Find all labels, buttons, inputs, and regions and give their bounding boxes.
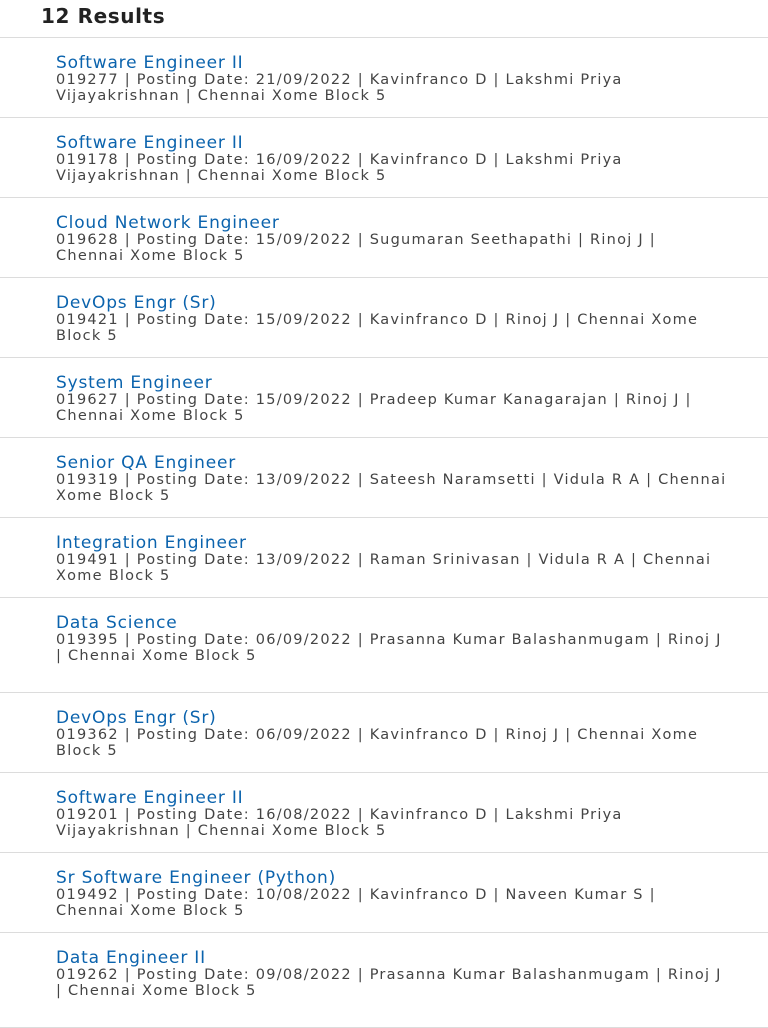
job-posting-date: Posting Date: 21/09/2022: [136, 72, 352, 88]
job-recruiter: Pradeep Kumar Kanagarajan: [369, 392, 608, 408]
job-list-item: [0, 853, 768, 933]
separator: |: [631, 552, 638, 568]
job-id: 019277: [56, 72, 119, 88]
job-hiring-manager: Naveen Kumar S: [505, 887, 644, 903]
separator: |: [124, 392, 131, 408]
job-id: 019178: [56, 152, 119, 168]
job-posting-date: Posting Date: 15/09/2022: [136, 312, 352, 328]
separator: |: [357, 232, 364, 248]
separator: |: [124, 807, 131, 823]
separator: |: [578, 232, 585, 248]
job-recruiter: Prasanna Kumar Balashanmugam: [369, 967, 650, 983]
job-title-link[interactable]: Software Engineer II: [56, 788, 244, 808]
separator: |: [565, 727, 572, 743]
job-id: 019319: [56, 472, 119, 488]
job-posting-date: Posting Date: 09/08/2022: [136, 967, 352, 983]
job-hiring-manager: Rinoj J: [505, 312, 560, 328]
results-count: 12 Results: [41, 4, 166, 28]
job-id: 019362: [56, 727, 119, 743]
job-recruiter: Kavinfranco D: [369, 312, 488, 328]
separator: |: [357, 312, 364, 328]
separator: |: [493, 72, 500, 88]
separator: |: [124, 72, 131, 88]
job-posting-date: Posting Date: 16/08/2022: [136, 807, 352, 823]
job-title-link[interactable]: Sr Software Engineer (Python): [56, 868, 337, 888]
job-location: Chennai Xome Block 5: [197, 168, 387, 184]
job-posting-date: Posting Date: 13/09/2022: [136, 552, 352, 568]
separator: |: [124, 967, 131, 983]
job-location: Chennai Xome Block 5: [56, 408, 245, 424]
separator: |: [649, 887, 656, 903]
separator: |: [493, 807, 500, 823]
job-location: Chennai Xome Block 5: [197, 88, 387, 104]
job-list-item: [0, 38, 768, 118]
separator: |: [493, 887, 500, 903]
separator: |: [357, 807, 364, 823]
separator: |: [655, 632, 662, 648]
job-id: 019395: [56, 632, 119, 648]
separator: |: [357, 887, 364, 903]
job-list-item: [0, 278, 768, 358]
job-recruiter: Kavinfranco D: [369, 807, 488, 823]
separator: |: [124, 727, 131, 743]
job-meta: [56, 967, 728, 999]
separator: |: [185, 823, 192, 839]
job-hiring-manager: Lakshmi Priya Vijayakrishnan: [56, 72, 623, 104]
job-recruiter: Kavinfranco D: [369, 72, 488, 88]
job-id: 019628: [56, 232, 119, 248]
job-recruiter: Sateesh Naramsetti: [369, 472, 536, 488]
job-location: Chennai Xome Block 5: [56, 903, 245, 919]
separator: |: [124, 312, 131, 328]
job-posting-date: Posting Date: 06/09/2022: [136, 632, 352, 648]
job-meta: [56, 232, 728, 264]
job-hiring-manager: Rinoj J: [667, 632, 722, 648]
separator: |: [357, 392, 364, 408]
separator: |: [56, 648, 63, 664]
job-posting-date: Posting Date: 16/09/2022: [136, 152, 352, 168]
job-posting-date: Posting Date: 06/09/2022: [136, 727, 352, 743]
job-location: Chennai Xome Block 5: [56, 312, 699, 344]
job-title-link[interactable]: DevOps Engr (Sr): [56, 708, 217, 728]
separator: |: [185, 168, 192, 184]
job-list-item: [0, 518, 768, 598]
results-header: [0, 0, 768, 38]
separator: |: [649, 232, 656, 248]
job-posting-date: Posting Date: 10/08/2022: [136, 887, 352, 903]
separator: |: [124, 887, 131, 903]
job-hiring-manager: Vidula R A: [553, 472, 641, 488]
separator: |: [357, 552, 364, 568]
job-location: Chennai Xome Block 5: [56, 727, 699, 759]
job-meta: [56, 392, 728, 424]
job-title-link[interactable]: Cloud Network Engineer: [56, 213, 280, 233]
job-meta: [56, 727, 728, 759]
separator: |: [357, 632, 364, 648]
job-posting-date: Posting Date: 15/09/2022: [136, 232, 352, 248]
job-id: 019201: [56, 807, 119, 823]
job-location: Chennai Xome Block 5: [197, 823, 387, 839]
separator: |: [526, 552, 533, 568]
job-list-item: [0, 198, 768, 278]
job-hiring-manager: Lakshmi Priya Vijayakrishnan: [56, 152, 623, 184]
separator: |: [541, 472, 548, 488]
job-id: 019262: [56, 967, 119, 983]
separator: |: [185, 88, 192, 104]
job-hiring-manager: Rinoj J: [590, 232, 644, 248]
job-title-link[interactable]: Software Engineer II: [56, 133, 244, 153]
separator: |: [357, 967, 364, 983]
separator: |: [493, 152, 500, 168]
job-id: 019421: [56, 312, 119, 328]
separator: |: [655, 967, 662, 983]
separator: |: [357, 472, 364, 488]
separator: |: [493, 727, 500, 743]
separator: |: [685, 392, 692, 408]
job-title-link[interactable]: Data Science: [56, 613, 178, 633]
job-recruiter: Prasanna Kumar Balashanmugam: [369, 632, 650, 648]
job-list-item: [0, 598, 768, 693]
job-recruiter: Kavinfranco D: [369, 152, 488, 168]
job-meta: [56, 807, 728, 839]
separator: |: [613, 392, 620, 408]
job-id: 019627: [56, 392, 119, 408]
job-list-item: [0, 693, 768, 773]
job-recruiter: Kavinfranco D: [369, 887, 488, 903]
job-title-link[interactable]: Software Engineer II: [56, 53, 244, 73]
separator: |: [124, 552, 131, 568]
separator: |: [124, 472, 131, 488]
job-meta: [56, 312, 728, 344]
job-hiring-manager: Rinoj J: [625, 392, 680, 408]
separator: |: [646, 472, 653, 488]
job-title-link[interactable]: Integration Engineer: [56, 533, 247, 553]
separator: |: [357, 152, 364, 168]
job-hiring-manager: Rinoj J: [667, 967, 722, 983]
job-list-item: [0, 933, 768, 1028]
job-list-item: [0, 358, 768, 438]
separator: |: [565, 312, 572, 328]
job-posting-date: Posting Date: 13/09/2022: [136, 472, 352, 488]
job-hiring-manager: Rinoj J: [505, 727, 560, 743]
job-recruiter: Sugumaran Seethapathi: [369, 232, 573, 248]
job-recruiter: Kavinfranco D: [369, 727, 488, 743]
job-location: Chennai Xome Block 5: [68, 983, 257, 999]
job-list-item: [0, 438, 768, 518]
job-list-item: [0, 773, 768, 853]
job-meta: [56, 887, 728, 919]
job-hiring-manager: Lakshmi Priya Vijayakrishnan: [56, 807, 623, 839]
job-posting-date: Posting Date: 15/09/2022: [136, 392, 352, 408]
job-location: Chennai Xome Block 5: [56, 248, 245, 264]
job-title-link[interactable]: Senior QA Engineer: [56, 453, 237, 473]
job-location: Chennai Xome Block 5: [68, 648, 257, 664]
job-meta: [56, 472, 728, 504]
job-list: [0, 38, 768, 1028]
separator: |: [357, 72, 364, 88]
separator: |: [124, 232, 131, 248]
job-title-link[interactable]: DevOps Engr (Sr): [56, 293, 217, 313]
job-id: 019492: [56, 887, 119, 903]
job-meta: [56, 72, 728, 104]
separator: |: [56, 983, 63, 999]
separator: |: [493, 312, 500, 328]
job-location: Chennai Xome Block 5: [56, 552, 712, 584]
job-title-link[interactable]: System Engineer: [56, 373, 213, 393]
separator: |: [124, 632, 131, 648]
job-list-item: [0, 118, 768, 198]
job-recruiter: Raman Srinivasan: [369, 552, 521, 568]
job-meta: [56, 632, 728, 664]
separator: |: [124, 152, 131, 168]
job-id: 019491: [56, 552, 119, 568]
job-location: Chennai Xome Block 5: [56, 472, 727, 504]
job-title-link[interactable]: Data Engineer II: [56, 948, 206, 968]
job-hiring-manager: Vidula R A: [538, 552, 626, 568]
job-meta: [56, 152, 728, 184]
separator: |: [357, 727, 364, 743]
job-meta: [56, 552, 728, 584]
